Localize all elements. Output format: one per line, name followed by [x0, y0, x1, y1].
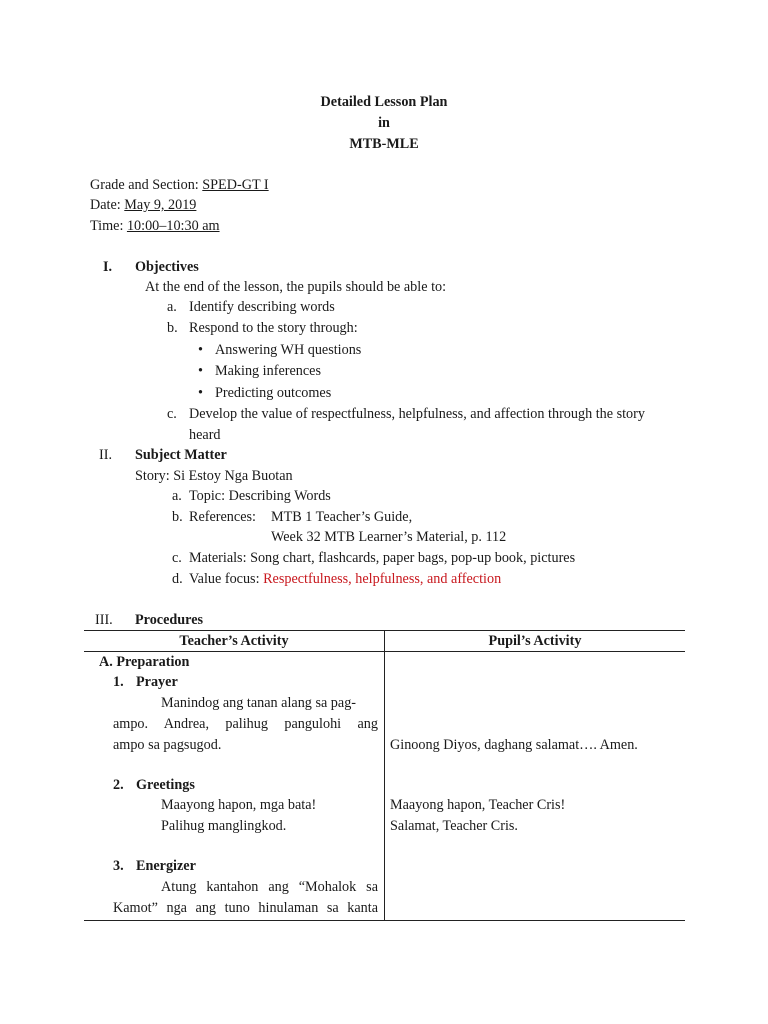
objective-a-text: Identify describing words — [189, 299, 335, 315]
objective-c-marker: c. — [167, 406, 177, 422]
objective-c-text-line2: heard — [189, 427, 221, 443]
objective-b-marker: b. — [167, 320, 178, 336]
col-pupil-activity: Pupil’s Activity — [385, 631, 686, 652]
subject-d-marker: d. — [172, 571, 183, 587]
energizer-heading: Energizer — [136, 858, 196, 874]
bullet-item: Making inferences — [215, 363, 321, 379]
date-line — [90, 196, 196, 214]
grade-label: Grade and Section: — [90, 177, 203, 193]
objective-a-marker: a. — [167, 299, 177, 315]
subject-value-focus — [189, 570, 501, 588]
grade-value: SPED-GT I — [202, 177, 269, 193]
procedures-numeral: III. — [95, 612, 113, 628]
subject-topic: Topic: Describing Words — [189, 488, 331, 504]
subject-b-marker: b. — [172, 509, 183, 525]
bullet-icon: • — [198, 342, 203, 358]
col-teacher-activity: Teacher’s Activity — [84, 631, 385, 652]
time-label: Time: — [90, 218, 127, 234]
doc-title-in: in — [378, 115, 390, 131]
table-header-row — [84, 631, 685, 652]
bullet-item: Predicting outcomes — [215, 385, 332, 401]
grade-section-line — [90, 176, 269, 194]
prayer-line: ampo. Andrea, palihug pangulohi ang — [113, 716, 378, 732]
doc-subject: MTB-MLE — [349, 136, 419, 152]
greetings-reply: Salamat, Teacher Cris. — [390, 818, 518, 834]
greetings-number: 2. — [113, 777, 124, 793]
prayer-number: 1. — [113, 674, 124, 690]
energizer-line: Kamot” nga ang tuno hinulaman sa kanta — [113, 900, 378, 916]
bullet-icon: • — [198, 363, 203, 379]
pupil-activity-cell — [385, 652, 686, 921]
time-line — [90, 217, 220, 235]
greetings-line: Maayong hapon, mga bata! — [161, 797, 317, 813]
prayer-reply: Ginoong Diyos, daghang salamat…. Amen. — [390, 737, 638, 753]
energizer-line: Atung kantahon ang “Mohalok sa — [161, 879, 378, 895]
greetings-heading: Greetings — [136, 777, 195, 793]
prayer-heading: Prayer — [136, 674, 178, 690]
value-focus-label: Value focus: — [189, 571, 264, 587]
doc-title: Detailed Lesson Plan — [320, 94, 448, 110]
value-focus-value: Respectfulness, helpfulness, and affection — [263, 571, 502, 587]
subject-story: Story: Si Estoy Nga Buotan — [135, 468, 293, 484]
subject-a-marker: a. — [172, 488, 182, 504]
bullet-item: Answering WH questions — [215, 342, 362, 358]
subject-numeral: II. — [99, 447, 112, 463]
date-label: Date: — [90, 197, 125, 213]
subject-references-label: References: — [189, 509, 256, 525]
subject-reference-2: Week 32 MTB Learner’s Material, p. 112 — [271, 529, 507, 545]
objectives-numeral: I. — [103, 259, 113, 275]
subject-heading: Subject Matter — [135, 447, 227, 463]
subject-reference-1: MTB 1 Teacher’s Guide, — [271, 509, 413, 525]
objectives-intro: At the end of the lesson, the pupils should be able to: — [145, 279, 447, 295]
time-value: 10:00–10:30 am — [126, 218, 220, 234]
greetings-line: Palihug manglingkod. — [161, 818, 287, 834]
prayer-line: Manindog ang tanan alang sa pag- — [161, 695, 357, 711]
bullet-icon: • — [198, 385, 203, 401]
objective-c-text-line1: Develop the value of respectfulness, helpfulness, and affection through the story — [189, 406, 645, 422]
objective-b-text: Respond to the story through: — [189, 320, 358, 336]
energizer-number: 3. — [113, 858, 124, 874]
prayer-line: ampo sa pagsugod. — [113, 737, 222, 753]
subject-materials: Materials: Song chart, flashcards, paper bags, pop-up book, pictures — [189, 550, 576, 566]
greetings-reply: Maayong hapon, Teacher Cris! — [390, 797, 566, 813]
procedures-heading: Procedures — [135, 612, 204, 628]
objectives-heading: Objectives — [135, 259, 199, 275]
section-preparation: A. Preparation — [99, 654, 190, 670]
date-value: May 9, 2019 — [124, 197, 197, 213]
subject-c-marker: c. — [172, 550, 182, 566]
